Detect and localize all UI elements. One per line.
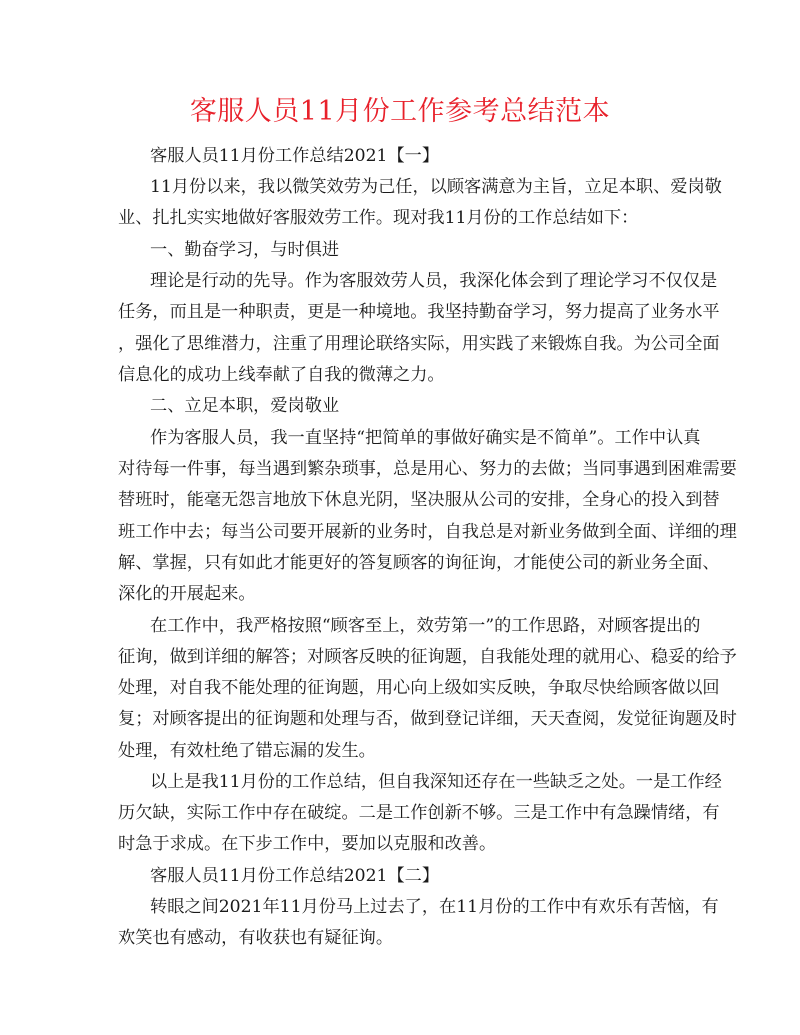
paragraph-line: 任务，而且是一种职责，更是一种境地。我坚持勤奋学习，努力提高了业务水平: [118, 302, 720, 322]
paragraph-line: 时急于求成。在下步工作中，要加以克服和改善。: [118, 834, 497, 854]
paragraph-line: 转眼之间2021年11月份马上过去了，在11月份的工作中有欢乐有苦恼，有: [150, 897, 719, 917]
paragraph-line: 历欠缺，实际工作中存在破绽。二是工作创新不够。三是工作中有急躁情绪，有: [118, 803, 720, 823]
paragraph-line: 对待每一件事，每当遇到繁杂琐事，总是用心、努力的去做；当同事遇到困难需要: [118, 459, 737, 479]
paragraph-line: 深化的开展起来。: [118, 584, 256, 604]
paragraph-line: 欢笑也有感动，有收获也有疑征询。: [118, 928, 394, 948]
section-heading-2: 客服人员11月份工作总结2021【二】: [150, 866, 440, 886]
paragraph-line: 解、掌握，只有如此才能更好的答复顾客的询征询，才能使公司的新业务全面、: [118, 553, 720, 573]
document-title: 客服人员11月份工作参考总结范本: [189, 96, 611, 127]
subheading-1: 一、勤奋学习，与时俱进: [150, 240, 340, 260]
subheading-2: 二、立足本职，爱岗敬业: [150, 396, 340, 416]
paragraph-line: 作为客服人员，我一直坚持“把简单的事做好确实是不简单”。工作中认真: [150, 428, 701, 448]
paragraph-line: 处理，有效杜绝了错忘漏的发生。: [118, 741, 376, 761]
section-heading-1: 客服人员11月份工作总结2021【一】: [150, 146, 440, 166]
paragraph-line: 在工作中，我严格按照“顾客至上，效劳第一”的工作思路，对顾客提出的: [150, 616, 701, 636]
paragraph-line: 11月份以来，我以微笑效劳为己任，以顾客满意为主旨，立足本职、爱岗敬: [150, 177, 722, 197]
paragraph-line: 替班时，能毫无怨言地放下休息光阴，坚决服从公司的安排，全身心的投入到替: [118, 490, 720, 510]
paragraph-line: 信息化的成功上线奉献了自我的微薄之力。: [118, 365, 445, 385]
paragraph-line: 复；对顾客提出的征询题和处理与否，做到登记详细，天天查阅，发觉征询题及时: [118, 709, 737, 729]
paragraph-line: ，强化了思维潜力，注重了用理论联络实际，用实践了来锻炼自我。为公司全面: [118, 334, 720, 354]
paragraph-line: 征询，做到详细的解答；对顾客反映的征询题，自我能处理的就用心、稳妥的给予: [118, 647, 737, 667]
paragraph-line: 处理，对自我不能处理的征询题，用心向上级如实反映，争取尽快给顾客做以回: [118, 678, 720, 698]
paragraph-line: 业、扎扎实实地做好客服效劳工作。现对我11月份的工作总结如下：: [118, 208, 639, 228]
paragraph-line: 以上是我11月份的工作总结，但自我深知还存在一些缺乏之处。一是工作经: [150, 772, 722, 792]
paragraph-line: 班工作中去；每当公司要开展新的业务时，自我总是对新业务做到全面、详细的理: [118, 522, 737, 542]
paragraph-line: 理论是行动的先导。作为客服效劳人员，我深化体会到了理论学习不仅仅是: [150, 271, 718, 291]
